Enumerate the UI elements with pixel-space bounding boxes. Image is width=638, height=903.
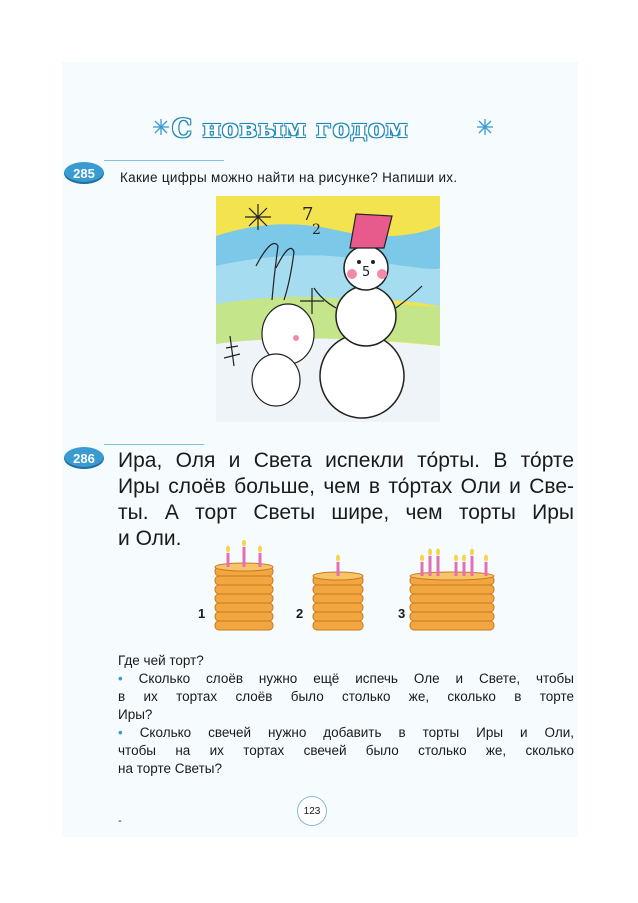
svg-text:5: 5	[362, 265, 371, 280]
page-number: 123	[297, 796, 327, 826]
cake-layer	[313, 603, 363, 612]
candle	[471, 556, 474, 576]
question-text: Сколько слоёв нужно ещё испечь Оле и Свете, чтобы	[138, 671, 574, 686]
candle	[259, 553, 262, 567]
candle-flame	[462, 555, 466, 562]
snowman-hare-illustration	[216, 196, 440, 422]
cake-layer	[313, 594, 363, 603]
candle	[485, 562, 488, 576]
candle-flame	[336, 555, 340, 562]
cake-layer	[215, 585, 273, 594]
candle	[421, 562, 424, 576]
story-line: и Оли.	[118, 527, 182, 550]
question-where-whose-cake: Где чей торт?	[118, 653, 204, 668]
snowflake-decoration-icon	[476, 118, 494, 136]
candle-flame	[484, 555, 488, 562]
cake-layer	[410, 594, 494, 603]
cake-label-3: 3	[398, 606, 406, 621]
svg-text:7: 7	[302, 204, 314, 225]
candle	[337, 562, 340, 576]
task-divider	[104, 444, 204, 445]
question-candles-line: чтобы на их тортах свечей было столько же, сколько	[118, 743, 574, 758]
question-layers-line: в их тортах слоёв было столько же, сколько в торте	[118, 689, 574, 704]
cake-layer	[410, 585, 494, 594]
cake-layer	[313, 585, 363, 594]
svg-text:2: 2	[312, 222, 321, 238]
question-candles-line: на торте Светы?	[118, 761, 222, 776]
cake-layer	[313, 612, 363, 621]
candle	[429, 556, 432, 576]
candle-flame	[428, 549, 432, 556]
task-divider	[104, 160, 224, 161]
task-286-story	[118, 448, 574, 552]
candle-flame	[420, 555, 424, 562]
cake-layer	[215, 603, 273, 612]
story-line: Иры слоёв больше, чем в то́ртах Оли и Све-	[118, 475, 574, 498]
task-number-badge: 285	[64, 162, 104, 184]
candle-flame	[470, 549, 474, 556]
candle-flame	[454, 555, 458, 562]
cakes-illustration	[200, 540, 520, 640]
cake-layer	[215, 576, 273, 585]
question-candles-line	[118, 724, 574, 742]
task-286-questions	[118, 652, 574, 778]
snowflake-decoration-icon	[152, 118, 170, 136]
candle	[243, 547, 246, 567]
bullet-icon: •	[118, 671, 123, 686]
bleed-through-text	[66, 112, 166, 136]
cake-layer	[410, 603, 494, 612]
cake-layer	[215, 594, 273, 603]
question-layers-line	[118, 670, 574, 688]
footer-mark: -	[118, 815, 122, 827]
cake-layer	[313, 621, 363, 630]
question-text: Сколько свечей нужно добавить в торты Иры и Оли,	[139, 725, 574, 740]
cake-label-2: 2	[296, 606, 304, 621]
candle	[455, 562, 458, 576]
cake-layer	[215, 621, 273, 630]
question-layers-line: Иры?	[118, 707, 153, 722]
candle	[227, 553, 230, 567]
task-285-question: Какие цифры можно найти на рисунке? Напиши их.	[120, 170, 458, 185]
candle-flame	[258, 546, 262, 553]
bullet-icon: •	[118, 725, 123, 740]
cake-label-1: 1	[198, 606, 206, 621]
cake-layer	[215, 612, 273, 621]
task-number-badge: 286	[64, 447, 104, 469]
candle	[463, 562, 466, 576]
candle-flame	[242, 540, 246, 547]
candle	[437, 556, 440, 576]
cake-layer	[410, 612, 494, 621]
candle-flame	[226, 546, 230, 553]
cake-layer	[410, 621, 494, 630]
story-line: ты. А торт Светы шире, чем торты Иры	[118, 501, 574, 524]
candle-flame	[436, 549, 440, 556]
page-heading: С новым годом	[172, 114, 409, 143]
story-line: Ира, Оля и Света испекли то́рты. В то́рте	[118, 449, 574, 472]
